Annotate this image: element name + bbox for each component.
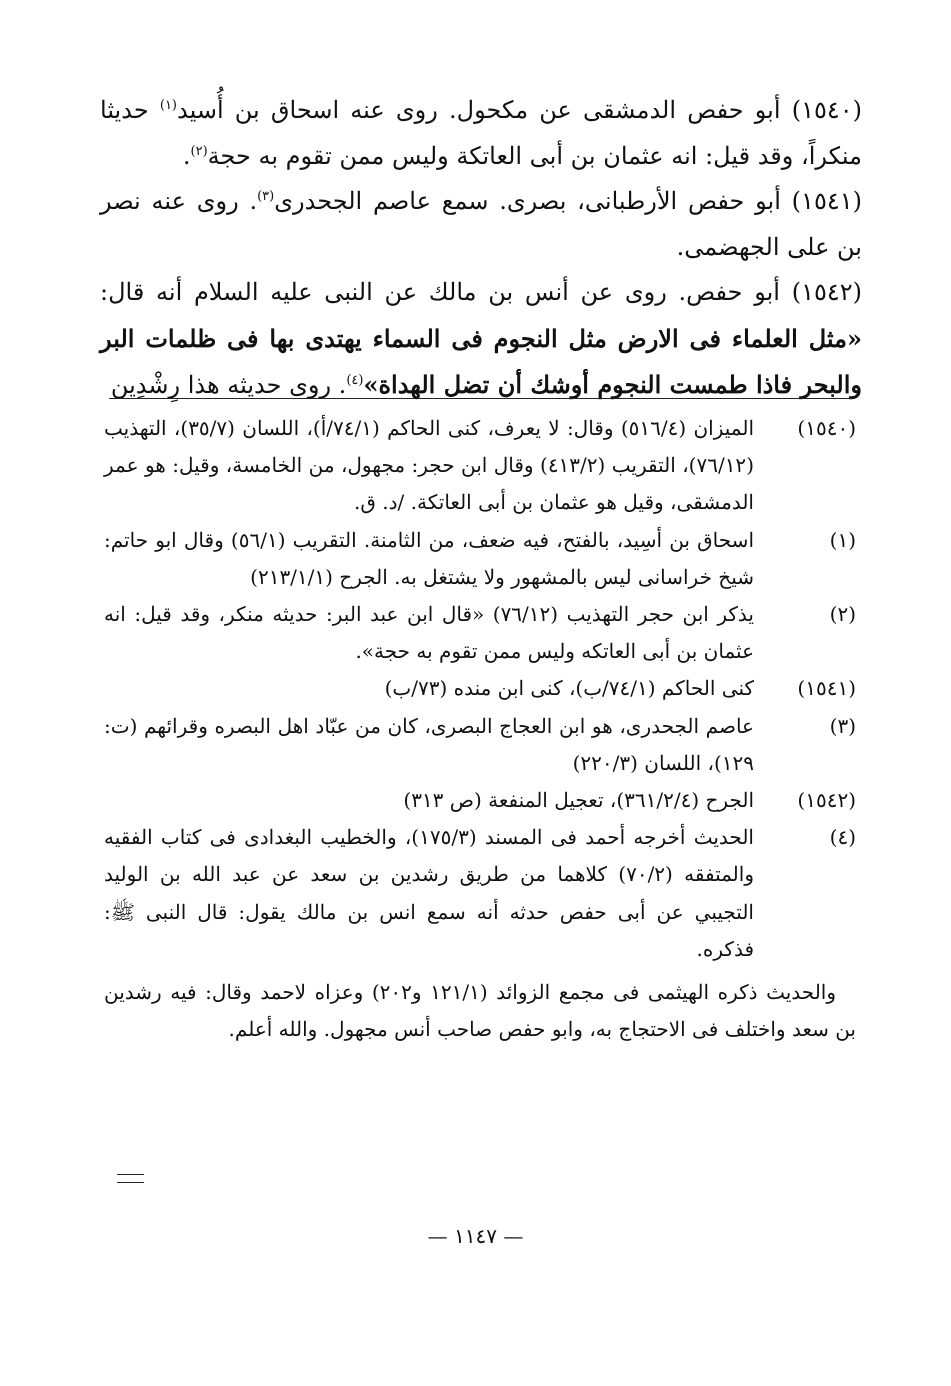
entry-text: أبو حفص الدمشقى عن مكحول. روى عنه اسحاق بن أُسيد (177, 96, 781, 124)
footnote-label: (١٥٤٠) (797, 416, 856, 440)
footnote-ref[interactable]: (١) (159, 98, 177, 113)
footnote-1541 (104, 670, 856, 707)
entry-number: (١٥٤٢) (791, 278, 862, 306)
entry-text: أبو حفص الأرطبانى، بصرى. سمع عاصم الجحدرى (274, 187, 781, 215)
footnote-1542 (104, 782, 856, 819)
footnote-text: الجرح (٣٦١/٢/٤)، تعجيل المنفعة (ص ٣١٣) (403, 788, 754, 813)
footnote-text: الحديث أخرجه أحمد فى المسند (١٧٥/٣)، والخطيب البغدادى فى كتاب الفقيه والمتفقه (٧٠/٢) كلاهما من طريق رشدين بن سعد عن عبد الله بن الوليد التجيبي عن أبى حفص حدثه أنه سمع انس بن مالك يقول: قال النبى ﷺ: فذكره. (104, 825, 754, 961)
entry-text: أبو حفص. روى عن أنس بن مالك عن النبى عليه السلام أنه قال: (100, 278, 780, 306)
footnote-ref[interactable]: (٢) (190, 143, 208, 159)
footnote-1 (104, 522, 856, 596)
end-of-footnotes-mark (117, 1174, 144, 1183)
footnote-1540 (104, 410, 856, 522)
footnote-3 (104, 708, 856, 782)
footnote-2 (104, 596, 856, 670)
entry-text: . (182, 141, 191, 170)
footnote-continuation: والحديث ذكره الهيثمى فى مجمع الزوائد (١٢١/١ و٢٠٢) وعزاه لاحمد وقال: فيه رشدين بن سعد واختلف فى الاحتجاج به، وابو حفص صاحب أنس مجهول. والله أعلم. (104, 980, 856, 1042)
footnote-separator (109, 398, 852, 399)
footnote-4 (104, 819, 856, 968)
footnote-label: (١٥٤١) (797, 676, 856, 701)
footnotes (104, 410, 856, 1048)
main-text (100, 88, 862, 409)
entry-1542 (100, 270, 862, 409)
footnote-label: (٢) (829, 602, 856, 627)
entry-number: (١٥٤١) (791, 187, 862, 215)
entry-1541 (100, 179, 862, 270)
entry-1540 (100, 88, 862, 179)
footnote-ref[interactable]: (٤) (346, 373, 364, 388)
footnote-label: (٣) (829, 713, 856, 738)
footnote-text: كنى الحاكم (٧٤/١/ب)، كنى ابن منده (٧٣/ب) (384, 676, 754, 701)
page-number: — ١١٤٧ — (427, 1224, 524, 1248)
footnote-text: عاصم الجحدرى، هو ابن العجاج البصرى، كان من عبّاد اهل البصره وقرائهم (ت: ١٢٩)، اللسان (٢٢٠/٣) (104, 713, 754, 775)
footnote-text: اسحاق بن أسِيد، بالفتح، فيه ضعف، من الثامنة. التقريب (٥٦/١) وقال ابو حاتم: شيخ خراسانى ليس بالمشهور ولا يشتغل به. الجرح (٢١٣/١/١) (104, 527, 754, 589)
footnote-text: يذكر ابن حجر التهذيب (٧٦/١٢) «قال ابن عبد البر: حديثه منكر، وقد قيل: انه عثمان بن أبى العاتكه وليس ممن تقوم به حجة». (104, 602, 754, 664)
entry-text: . روى حديثه هذا رِشْدِين (110, 371, 347, 399)
entry-text: حديثا منكراً، وقد قيل: انه عثمان بن أبى العاتكة وليس ممن تقوم به حجة (100, 96, 862, 170)
footnote-label: (٤) (829, 825, 856, 850)
footnote-ref[interactable]: (٣) (257, 189, 275, 204)
entry-number: (١٥٤٠) (791, 96, 863, 124)
footnote-label: (١٥٤٢) (797, 788, 856, 813)
hadith-quote: «مثل العلماء فى الارض مثل النجوم فى السماء يهتدى بها فى ظلمات البر والبحر فاذا طمست النجوم أوشك أن تضل الهداة» (100, 323, 862, 399)
footnote-text: الميزان (٥١٦/٤) وقال: لا يعرف، كنى الحاكم (٧٤/١/أ)، اللسان (٣٥/٧)، التهذيب (٧٦/١٢)، التقريب (٤١٣/٢) وقال ابن حجر: مجهول، من الخامسة، وقيل: هو عمر الدمشقى، وقيل هو عثمان بن أبى العاتكة. /د. ق. (104, 416, 755, 515)
entry-text: . روى عنه نصر بن على الجهضمى. (100, 187, 862, 261)
footnote-label: (١) (829, 527, 856, 552)
